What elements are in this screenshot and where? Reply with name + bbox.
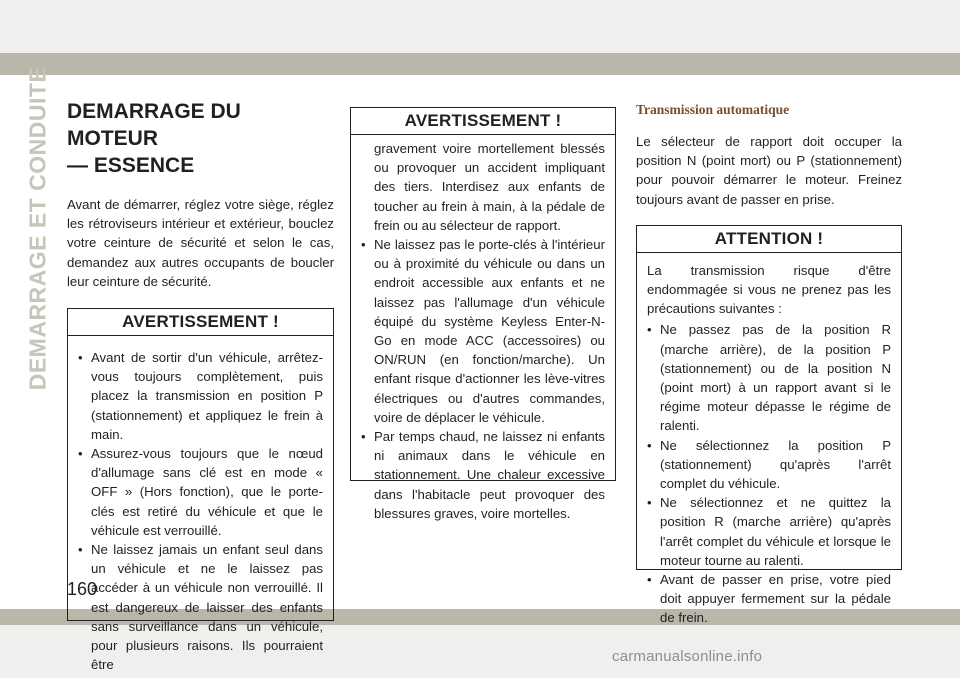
caution-item: • Ne sélectionnez la position P (stationnement) qu'après l'arrêt complet du véhicule. [647, 436, 891, 494]
top-margin-band [0, 0, 960, 53]
warning-list [78, 348, 323, 674]
caution-list [647, 320, 891, 627]
caution-box-body [637, 253, 901, 634]
warning-box-body [68, 336, 333, 680]
caution-item: • Avant de passer en prise, votre pied doit appuyer fermement sur la pédale de frein. [647, 570, 891, 628]
intro-paragraph: Avant de démarrer, réglez votre siège, réglez les rétroviseurs intérieur et extérieur, bouclez votre ceinture de sécurité et selon le cas, demandez aux autres occupants de boucler leur ceinture de sécurité. [67, 197, 334, 289]
header-bar [0, 53, 960, 75]
warning-box-title: AVERTISSEMENT ! [68, 309, 333, 336]
column-1 [67, 98, 334, 673]
watermark: carmanualsonline.info [612, 648, 763, 665]
warning-list [361, 139, 605, 523]
warning-item: • Par temps chaud, ne laissez ni enfants ni animaux dans le véhicule en stationnement. Une chaleur excessive dans l'habitacle peut provoquer des blessures graves, voire mortelles. [361, 427, 605, 523]
intro-paragraph: Le sélecteur de rapport doit occuper la position N (point mort) ou P (stationnement) pour pouvoir démarrer le moteur. Freinez toujours avant de passer en prise. [636, 134, 902, 207]
chapter-side-tab [22, 66, 54, 390]
column-2 [350, 107, 616, 521]
warning-box-body [351, 135, 615, 529]
caution-item: • Ne sélectionnez et ne quittez la position R (marche arrière) qu'après l'arrêt complet du véhicule et lorsque le moteur tourne au ralenti. [647, 493, 891, 570]
warning-box-2 [350, 107, 616, 521]
warning-item: • Ne laissez jamais un enfant seul dans un véhicule et ne le laissez pas accéder à un véhicule non verrouillé. Il est dangereux de laisser des enfants sans surveillance dans un véhicule, pour plusieurs raisons. Ils pourraient être [78, 540, 323, 674]
page-number: 160 [67, 579, 98, 599]
warning-item: • Avant de sortir d'un véhicule, arrêtez-vous toujours complètement, puis placez la transmission en position P (stationnement) et appliquez le frein à main. [78, 348, 323, 444]
caution-item: • Ne passez pas de la position R (marche arrière), de la position P (stationnement) ou de la position N (point mort) à un rapport avant si le régime moteur dépasse le régime de ralenti. [647, 320, 891, 435]
column-3 [636, 100, 902, 626]
section-title-line-1: DEMARRAGE DU MOTEUR [67, 100, 241, 150]
section-title-line-2: — ESSENCE [67, 154, 195, 177]
warning-box-1 [67, 308, 334, 673]
warning-item: • Ne laissez pas le porte-clés à l'intérieur ou à proximité du véhicule ou dans un endroit accessible aux enfants et ne laissez pas l'allumage d'un véhicule équipé du système Keyless Enter-N-Go en mode ACC (accessoires) ou ON/RUN (en fonction/marche). Un enfant risque d'actionner les lève-vitres électriques ou d'autres commandes, voire de déplacer le véhicule. [361, 235, 605, 427]
chapter-label: DEMARRAGE ET CONDUITE [24, 66, 51, 390]
warning-box-title: AVERTISSEMENT ! [351, 108, 615, 135]
warning-item: • Assurez-vous toujours que le nœud d'allumage sans clé est en mode « OFF » (Hors fonction), que le porte-clés est retiré du véhicule et que le véhicule est verrouillé. [78, 444, 323, 540]
caution-intro: La transmission risque d'être endommagée si vous ne prenez pas les précautions suivantes : [647, 262, 891, 317]
caution-box-title: ATTENTION ! [637, 226, 901, 253]
caution-box [636, 225, 902, 626]
subsection-title: Transmission automatique [636, 102, 790, 117]
warning-continued-text: gravement voire mortellement blessés ou provoquer un accident impliquant des tiers. Interdisez aux enfants de toucher au frein à main, à la pédale de frein ou au sélecteur de rapport. [374, 141, 605, 233]
section-title [67, 98, 334, 179]
